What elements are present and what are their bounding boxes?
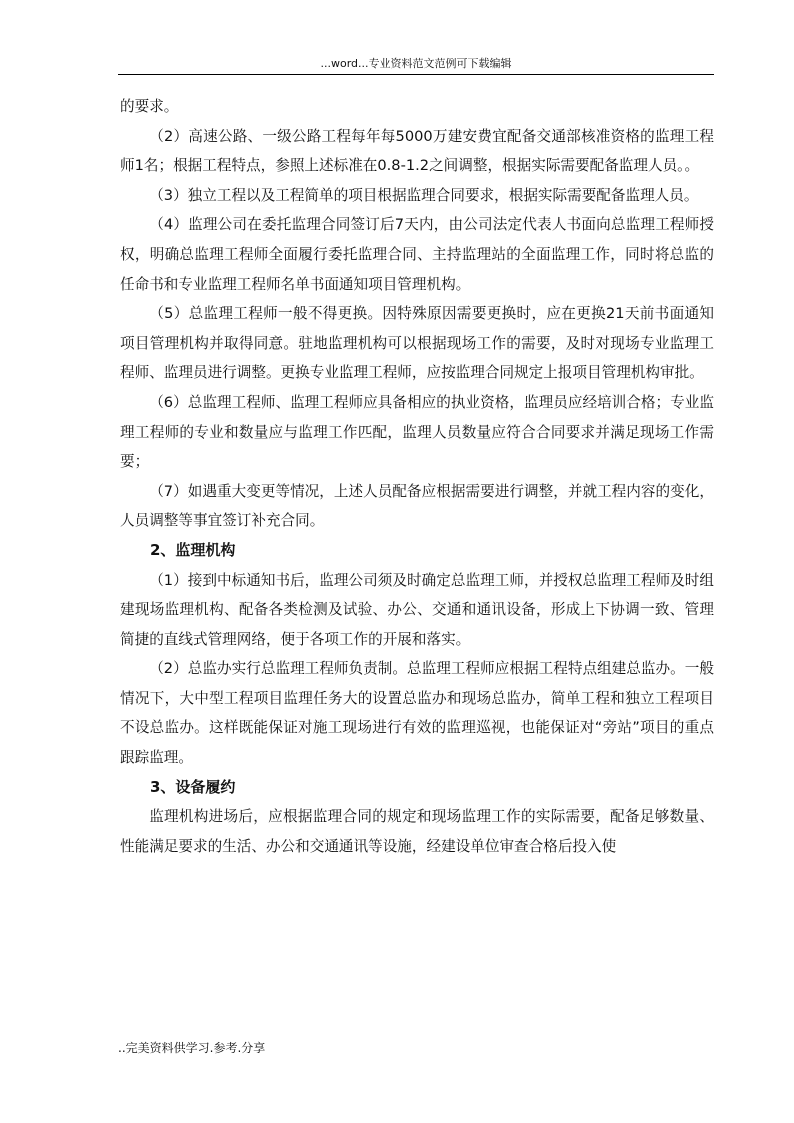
section-heading: 3、设备履约 (150, 777, 236, 796)
paragraph: （4）监理公司在委托监理合同签订后7天内，由公司法定代表人书面向总监理工程师授权，明确总监理工程师全面履行委托监理合同、主持监理站的全面监理工作，同时将总监的任命书和专业监理工程师名单书面通知项目管理机构。 (120, 216, 714, 293)
paragraph: （5）总监理工程师一般不得更换。因特殊原因需要更换时，应在更换21天前书面通知项目管理机构并取得同意。驻地监理机构可以根据现场工作的需要，及时对现场专业监理工程师、监理员进行调整。更换专业监理工程师，应按监理合同规定上报项目管理机构审批。 (120, 305, 714, 382)
paragraph: （1）接到中标通知书后，监理公司须及时确定总监理工师，并授权总监理工程师及时组建现场监理机构、配备各类检测及试验、办公、交通和通讯设备，形成上下协调一致、管理简捷的直线式管理网络，便于各项工作的开展和落实。 (120, 571, 714, 648)
paragraph: （2）高速公路、一级公路工程每年每5000万建安费宜配备交通部核准资格的监理工程师1名；根据工程特点，参照上述标准在0.8-1.2之间调整，根据实际需要配备监理人员。。 (120, 127, 714, 175)
paragraph: （3）独立工程以及工程简单的项目根据监理合同要求，根据实际需要配备监理人员。 (149, 186, 699, 204)
paragraph: 监理机构进场后，应根据监理合同的规定和现场监理工作的实际需要，配备足够数量、性能满足要求的生活、办公和交通通讯等设施，经建设单位审查合格后投入使 (120, 808, 714, 855)
section-heading: 2、监理机构 (150, 540, 236, 559)
paragraph: 的要求。 (120, 98, 179, 115)
document-body (120, 92, 714, 861)
page-header: ...word...专业资料范文范例可下载编辑 (118, 54, 714, 75)
page-footer: ..完美资料供学习.参考.分享 (118, 1041, 266, 1055)
paragraph: （2）总监办实行总监理工程师负责制。总监理工程师应根据工程特点组建总监办。一般情况下，大中型工程项目监理任务大的设置总监办和现场总监办，简单工程和独立工程项目不设总监办。这样既能保证对施工现场进行有效的监理巡视，也能保证对“旁站”项目的重点跟踪监理。 (120, 660, 714, 767)
paragraph: （7）如遇重大变更等情况，上述人员配备应根据需要进行调整，并就工程内容的变化，人员调整等事宜签订补充合同。 (120, 482, 714, 530)
paragraph: （6）总监理工程师、监理工程师应具备相应的执业资格，监理员应经培训合格；专业监理工程师的专业和数量应与监理工作匹配，监理人员数量应符合合同要求并满足现场工作需要； (120, 393, 714, 471)
